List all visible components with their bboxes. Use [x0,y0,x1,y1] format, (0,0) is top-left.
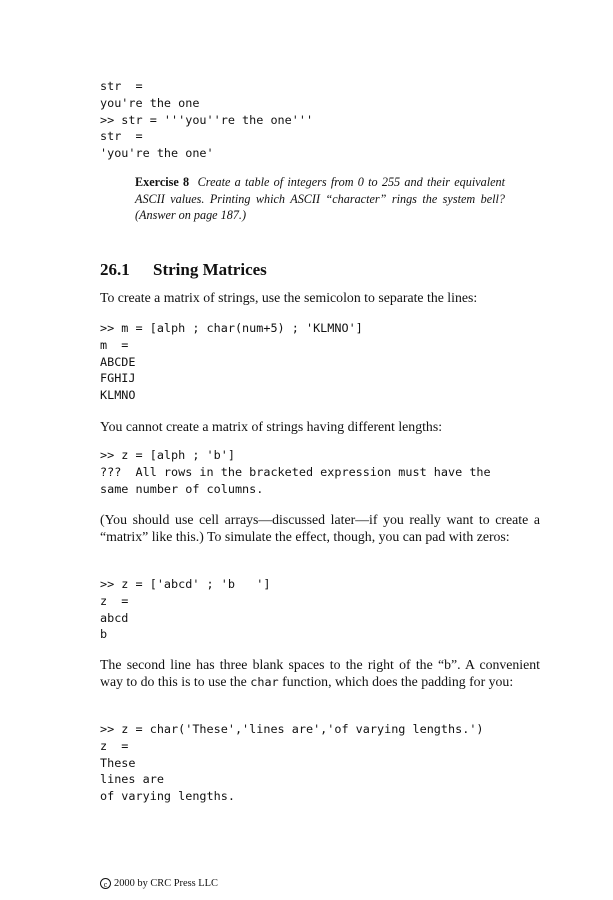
code-line: >> z = char('These','lines are','of varying lengths.') [100,722,484,736]
code-line: z = [100,738,129,753]
code-line: b [100,627,108,642]
section-title: String Matrices [153,260,267,279]
code-line: 'you're the one' [100,146,214,161]
code-line: same number of columns. [100,481,264,496]
inline-code-char: char [250,675,279,690]
code-line: ABCDE [100,354,136,369]
code-line: z = [100,593,129,608]
code-line: lines are [100,772,164,787]
paragraph-different-lengths: You cannot create a matrix of strings having different lengths: [100,419,443,434]
exercise-box [135,174,505,224]
code-line: str = [100,129,143,144]
code-line: >> str = '''you''re the one''' [100,112,314,127]
paragraph-cell-arrays: (You should use cell arrays—discussed later—if you really want to create a “matrix” like this.) To simulate the effect, though, you can pad with zeros: [100,512,540,545]
code-line: >> m = [alph ; char(num+5) ; 'KLMNO'] [100,321,363,335]
code-block-matrix [100,320,363,404]
section-heading [100,259,267,281]
exercise-text: Create a table of integers from 0 to 255 and their equivalent ASCII values. Printing which ASCII “character” rings the system bell? (Answer on page 187.) [135,175,505,223]
code-line: KLMNO [100,388,136,403]
code-line: These [100,755,136,770]
copyright-footer [100,877,218,891]
code-block-error [100,447,491,497]
code-block-string-output [100,78,313,162]
code-line: FGHIJ [100,371,136,386]
code-line: ??? All rows in the bracketed expression must have the [100,464,491,479]
paragraph-char-function [100,656,540,692]
copyright-icon: c [100,878,111,889]
code-block-padded [100,576,270,643]
paragraph-text: The second line has three blank spaces to the right of the “b”. A convenient way to do this is to use the [100,657,540,690]
code-line: >> z = [alph ; 'b'] [100,448,235,462]
paragraph-text: function, which does the padding for you: [278,674,514,690]
code-block-char-example [100,721,484,805]
code-line: >> z = ['abcd' ; 'b '] [100,577,271,591]
code-line: of varying lengths. [100,789,235,804]
copyright-text: 2000 by CRC Press LLC [114,878,218,889]
exercise-label: Exercise 8 [135,175,190,189]
code-line: you're the one [100,95,200,110]
code-line: m = [100,337,129,352]
section-number: 26.1 [100,260,130,279]
paragraph-matrix-intro: To create a matrix of strings, use the semicolon to separate the lines: [100,290,478,305]
code-line: str = [100,79,143,93]
code-line: abcd [100,610,129,625]
